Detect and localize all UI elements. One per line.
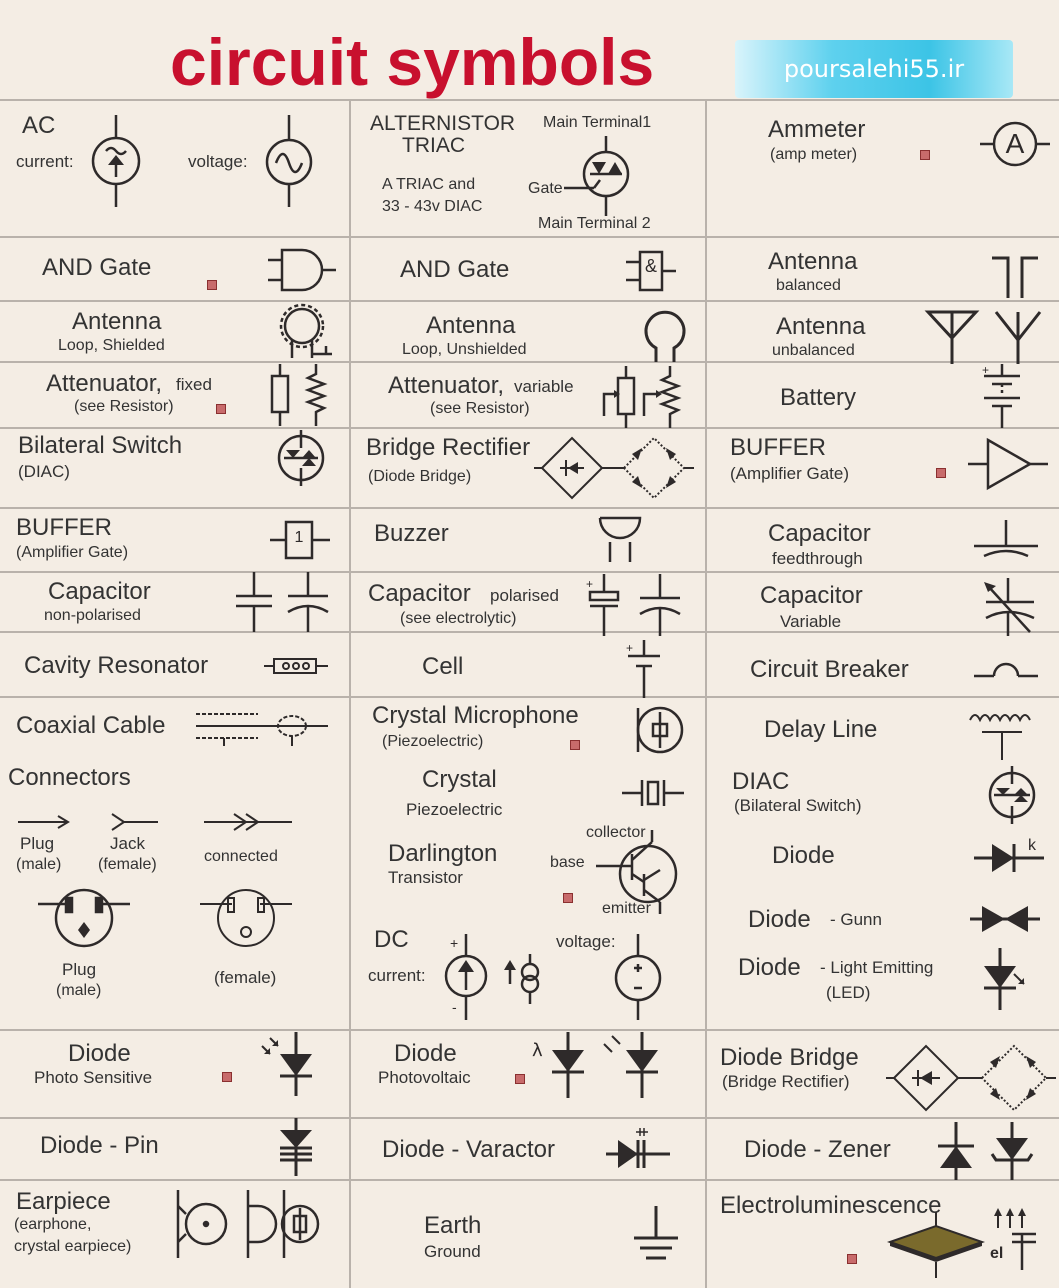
buffer1-sub: (Amplifier Gate) (730, 464, 850, 483)
jack-label: Jack (110, 834, 145, 853)
ammeter-sub: (amp meter) (770, 146, 858, 163)
svg-text:A: A (1005, 128, 1025, 159)
buffer-iec-icon (270, 518, 330, 562)
electroluminescence-panel-icon (886, 1212, 986, 1278)
crystal-mic-sub: (Piezoelectric) (382, 733, 484, 750)
marker-square-icon (570, 740, 580, 750)
diode-gunn-icon (970, 902, 1040, 936)
socket-female-icon (200, 884, 292, 956)
att-var-name: Attenuator, (388, 372, 505, 399)
antenna-loop-sh-name: Antenna (72, 308, 162, 335)
ammeter-icon (980, 120, 1050, 168)
dc-voltage-label: voltage: (556, 932, 616, 951)
ac-title: AC (22, 112, 56, 139)
triac-line3: A TRIAC and (382, 176, 476, 193)
svg-text:-: - (452, 999, 457, 1015)
marker-square-icon (847, 1254, 857, 1264)
battery-name: Battery (780, 384, 857, 411)
buffer2-name: BUFFER (16, 514, 112, 541)
att-fixed-suffix: fixed (176, 375, 212, 394)
svg-text:+: + (626, 641, 634, 655)
diac-sub: (Bilateral Switch) (734, 796, 862, 815)
female2-label: (female) (214, 968, 277, 987)
antenna-bal-name: Antenna (768, 248, 858, 275)
plug-male-socket-icon (38, 884, 130, 956)
att-var-suffix: variable (514, 377, 574, 396)
svg-text:1: 1 (294, 529, 304, 546)
triac-line4: 33 - 43v DIAC (382, 198, 483, 215)
marker-square-icon (920, 150, 930, 160)
and-gate-icon (268, 248, 336, 292)
buzzer-icon (596, 514, 644, 562)
triac-mt2: Main Terminal 2 (538, 215, 651, 232)
attenuator-variable-icon (600, 366, 686, 428)
bilateral-name: Bilateral Switch (18, 432, 183, 459)
breaker-name: Circuit Breaker (750, 656, 909, 683)
led-sub: (LED) (826, 983, 871, 1002)
cap-np-name: Capacitor (48, 578, 151, 605)
earth-ground-icon (632, 1206, 680, 1266)
diode-bridge-icon (886, 1040, 1056, 1116)
ac-current-source-icon (88, 115, 144, 207)
antenna-loop-un-name: Antenna (426, 312, 516, 339)
circuit-breaker-icon (974, 654, 1038, 682)
cap-var-name: Capacitor (760, 582, 863, 609)
plug-label: Plug (20, 834, 55, 853)
triac-mt1: Main Terminal1 (543, 114, 652, 131)
antenna-unbal-sub: unbalanced (772, 342, 855, 359)
bilateral-switch-icon (274, 430, 328, 486)
marker-square-icon (222, 1072, 232, 1082)
coaxial-cable-icon (196, 710, 328, 750)
cap-feed-sub: feedthrough (772, 549, 863, 568)
diac-name: DIAC (732, 768, 790, 795)
svg-text:+: + (586, 577, 594, 591)
marker-square-icon (515, 1074, 525, 1084)
diode-bridge-sub: (Bridge Rectifier) (722, 1072, 850, 1091)
led-suffix: - Light Emitting (820, 958, 934, 977)
dc-voltage-source-icon (614, 934, 662, 1020)
diode-name: Diode (772, 842, 835, 869)
electro-name: Electroluminescence (720, 1192, 942, 1219)
svg-text:λ: λ (532, 1040, 543, 1061)
crystal-mic-name: Crystal Microphone (372, 702, 579, 729)
cavity-resonator-icon (264, 656, 328, 676)
darlington-sub: Transistor (388, 868, 463, 887)
battery-icon (980, 364, 1024, 428)
cell-icon (624, 640, 664, 698)
diode-bridge-name: Diode Bridge (720, 1044, 859, 1071)
svg-text:k: k (1028, 837, 1036, 854)
darlington-name: Darlington (388, 840, 498, 867)
att-fixed-sub: (see Resistor) (74, 398, 174, 415)
delay-name: Delay Line (764, 716, 878, 743)
coax-name: Coaxial Cable (16, 712, 166, 739)
antenna-balanced-icon (990, 252, 1040, 298)
plug2-label: Plug (62, 960, 97, 979)
and1-name: AND Gate (42, 254, 152, 281)
jack-icon (110, 812, 160, 832)
darlington-base: base (550, 854, 585, 871)
page-title: circuit symbols (170, 25, 655, 99)
gunn-suffix: - Gunn (830, 910, 882, 929)
zener-name: Diode - Zener (744, 1136, 891, 1163)
antenna-loop-un-sub: Loop, Unshielded (402, 341, 527, 358)
antenna-bal-sub: balanced (776, 277, 841, 294)
electroluminescence-symbol-icon (988, 1208, 1038, 1270)
marker-square-icon (207, 280, 217, 290)
cavity-name: Cavity Resonator (24, 652, 209, 679)
svg-text:el: el (990, 1245, 1004, 1262)
svg-text:+: + (450, 935, 459, 951)
capacitor-nonpolarised-icon (234, 572, 330, 632)
earpiece-icon (176, 1186, 326, 1262)
darlington-transistor-icon (596, 830, 680, 914)
triac-icon (564, 136, 636, 216)
connected-label: connected (204, 848, 278, 865)
connected-icon (204, 812, 294, 832)
led-name: Diode (738, 954, 801, 981)
diode-pin-icon (276, 1118, 316, 1176)
photo-sens-name: Diode (68, 1040, 131, 1067)
gunn-name: Diode (748, 906, 811, 933)
photovoltaic-sub: Photovoltaic (378, 1068, 471, 1087)
capacitor-variable-icon (978, 578, 1042, 636)
photodiode-icon (256, 1032, 320, 1096)
diac-icon (984, 766, 1040, 824)
diode-led-icon (978, 948, 1030, 1010)
jack-female-label: (female) (98, 856, 157, 873)
darlington-collector: collector (586, 824, 646, 841)
pin-name: Diode - Pin (40, 1132, 159, 1159)
ammeter-name: Ammeter (768, 116, 866, 143)
watermark-badge: poursalehi55.ir (735, 40, 1013, 98)
earth-name: Earth (424, 1212, 482, 1239)
darlington-emitter: emitter (602, 900, 651, 917)
earpiece-sub1: (earphone, (14, 1216, 92, 1233)
antenna-unbal-name: Antenna (776, 313, 866, 340)
plug-arrow-icon (18, 814, 70, 830)
antenna-loop-shielded-icon (276, 304, 338, 360)
svg-text:+: + (982, 363, 990, 377)
cap-pol-name: Capacitor (368, 580, 471, 607)
att-var-sub: (see Resistor) (430, 400, 530, 417)
plug2-male-label: (male) (56, 982, 102, 999)
triac-line1: ALTERNISTOR (370, 112, 516, 135)
marker-square-icon (563, 893, 573, 903)
buffer-triangle-icon (968, 436, 1048, 492)
earth-sub: Ground (424, 1242, 481, 1261)
bridge-rect-sub: (Diode Bridge) (368, 468, 472, 485)
antenna-loop-unshielded-icon (642, 310, 688, 362)
capacitor-feedthrough-icon (970, 520, 1042, 560)
photovoltaic-diode-icon (532, 1032, 662, 1098)
triac-gate: Gate (528, 180, 563, 197)
bridge-rectifier-icon (534, 432, 694, 504)
dc-current-label: current: (368, 966, 426, 985)
earpiece-name: Earpiece (16, 1188, 111, 1215)
earpiece-sub2: crystal earpiece) (14, 1238, 132, 1255)
and-gate-iec-icon (626, 250, 676, 292)
capacitor-polarised-icon (586, 574, 686, 636)
crystal-name: Crystal (422, 766, 497, 793)
photo-sens-sub: Photo Sensitive (34, 1068, 153, 1087)
connectors-name: Connectors (8, 764, 131, 791)
svg-text:&: & (644, 256, 658, 276)
crystal-microphone-icon (632, 702, 688, 758)
attenuator-fixed-icon (268, 364, 332, 426)
antenna-unbalanced-icon (926, 308, 1046, 364)
diode-zener-icon (936, 1122, 1042, 1180)
plug-male-label: (male) (16, 856, 62, 873)
triac-line2: TRIAC (402, 134, 465, 157)
marker-square-icon (216, 404, 226, 414)
photovoltaic-name: Diode (394, 1040, 457, 1067)
cap-np-sub: non-polarised (44, 607, 141, 624)
marker-square-icon (936, 468, 946, 478)
cap-pol-sub: (see electrolytic) (400, 610, 517, 627)
diode-varactor-icon (606, 1126, 670, 1170)
crystal-icon (622, 778, 684, 808)
ac-voltage-source-icon (264, 115, 314, 207)
and2-name: AND Gate (400, 256, 510, 283)
cap-pol-suffix: polarised (490, 586, 559, 605)
diode-icon (974, 836, 1044, 876)
cap-var-sub: Variable (780, 612, 842, 631)
bilateral-sub: (DIAC) (18, 462, 70, 481)
buffer1-name: BUFFER (730, 434, 826, 461)
buzzer-name: Buzzer (374, 520, 449, 547)
att-fixed-name: Attenuator, (46, 370, 163, 397)
varactor-name: Diode - Varactor (382, 1136, 555, 1163)
dc-name: DC (374, 926, 409, 953)
cell-name: Cell (422, 653, 464, 680)
ac-current-label: current: (16, 152, 74, 171)
cap-feed-name: Capacitor (768, 520, 871, 547)
bridge-rect-name: Bridge Rectifier (366, 434, 531, 461)
dc-current-source-icon (440, 934, 544, 1020)
antenna-loop-sh-sub: Loop, Shielded (58, 337, 165, 354)
ac-voltage-label: voltage: (188, 152, 248, 171)
delay-line-icon (970, 710, 1034, 760)
crystal-sub: Piezoelectric (406, 800, 503, 819)
buffer2-sub: (Amplifier Gate) (16, 544, 129, 561)
